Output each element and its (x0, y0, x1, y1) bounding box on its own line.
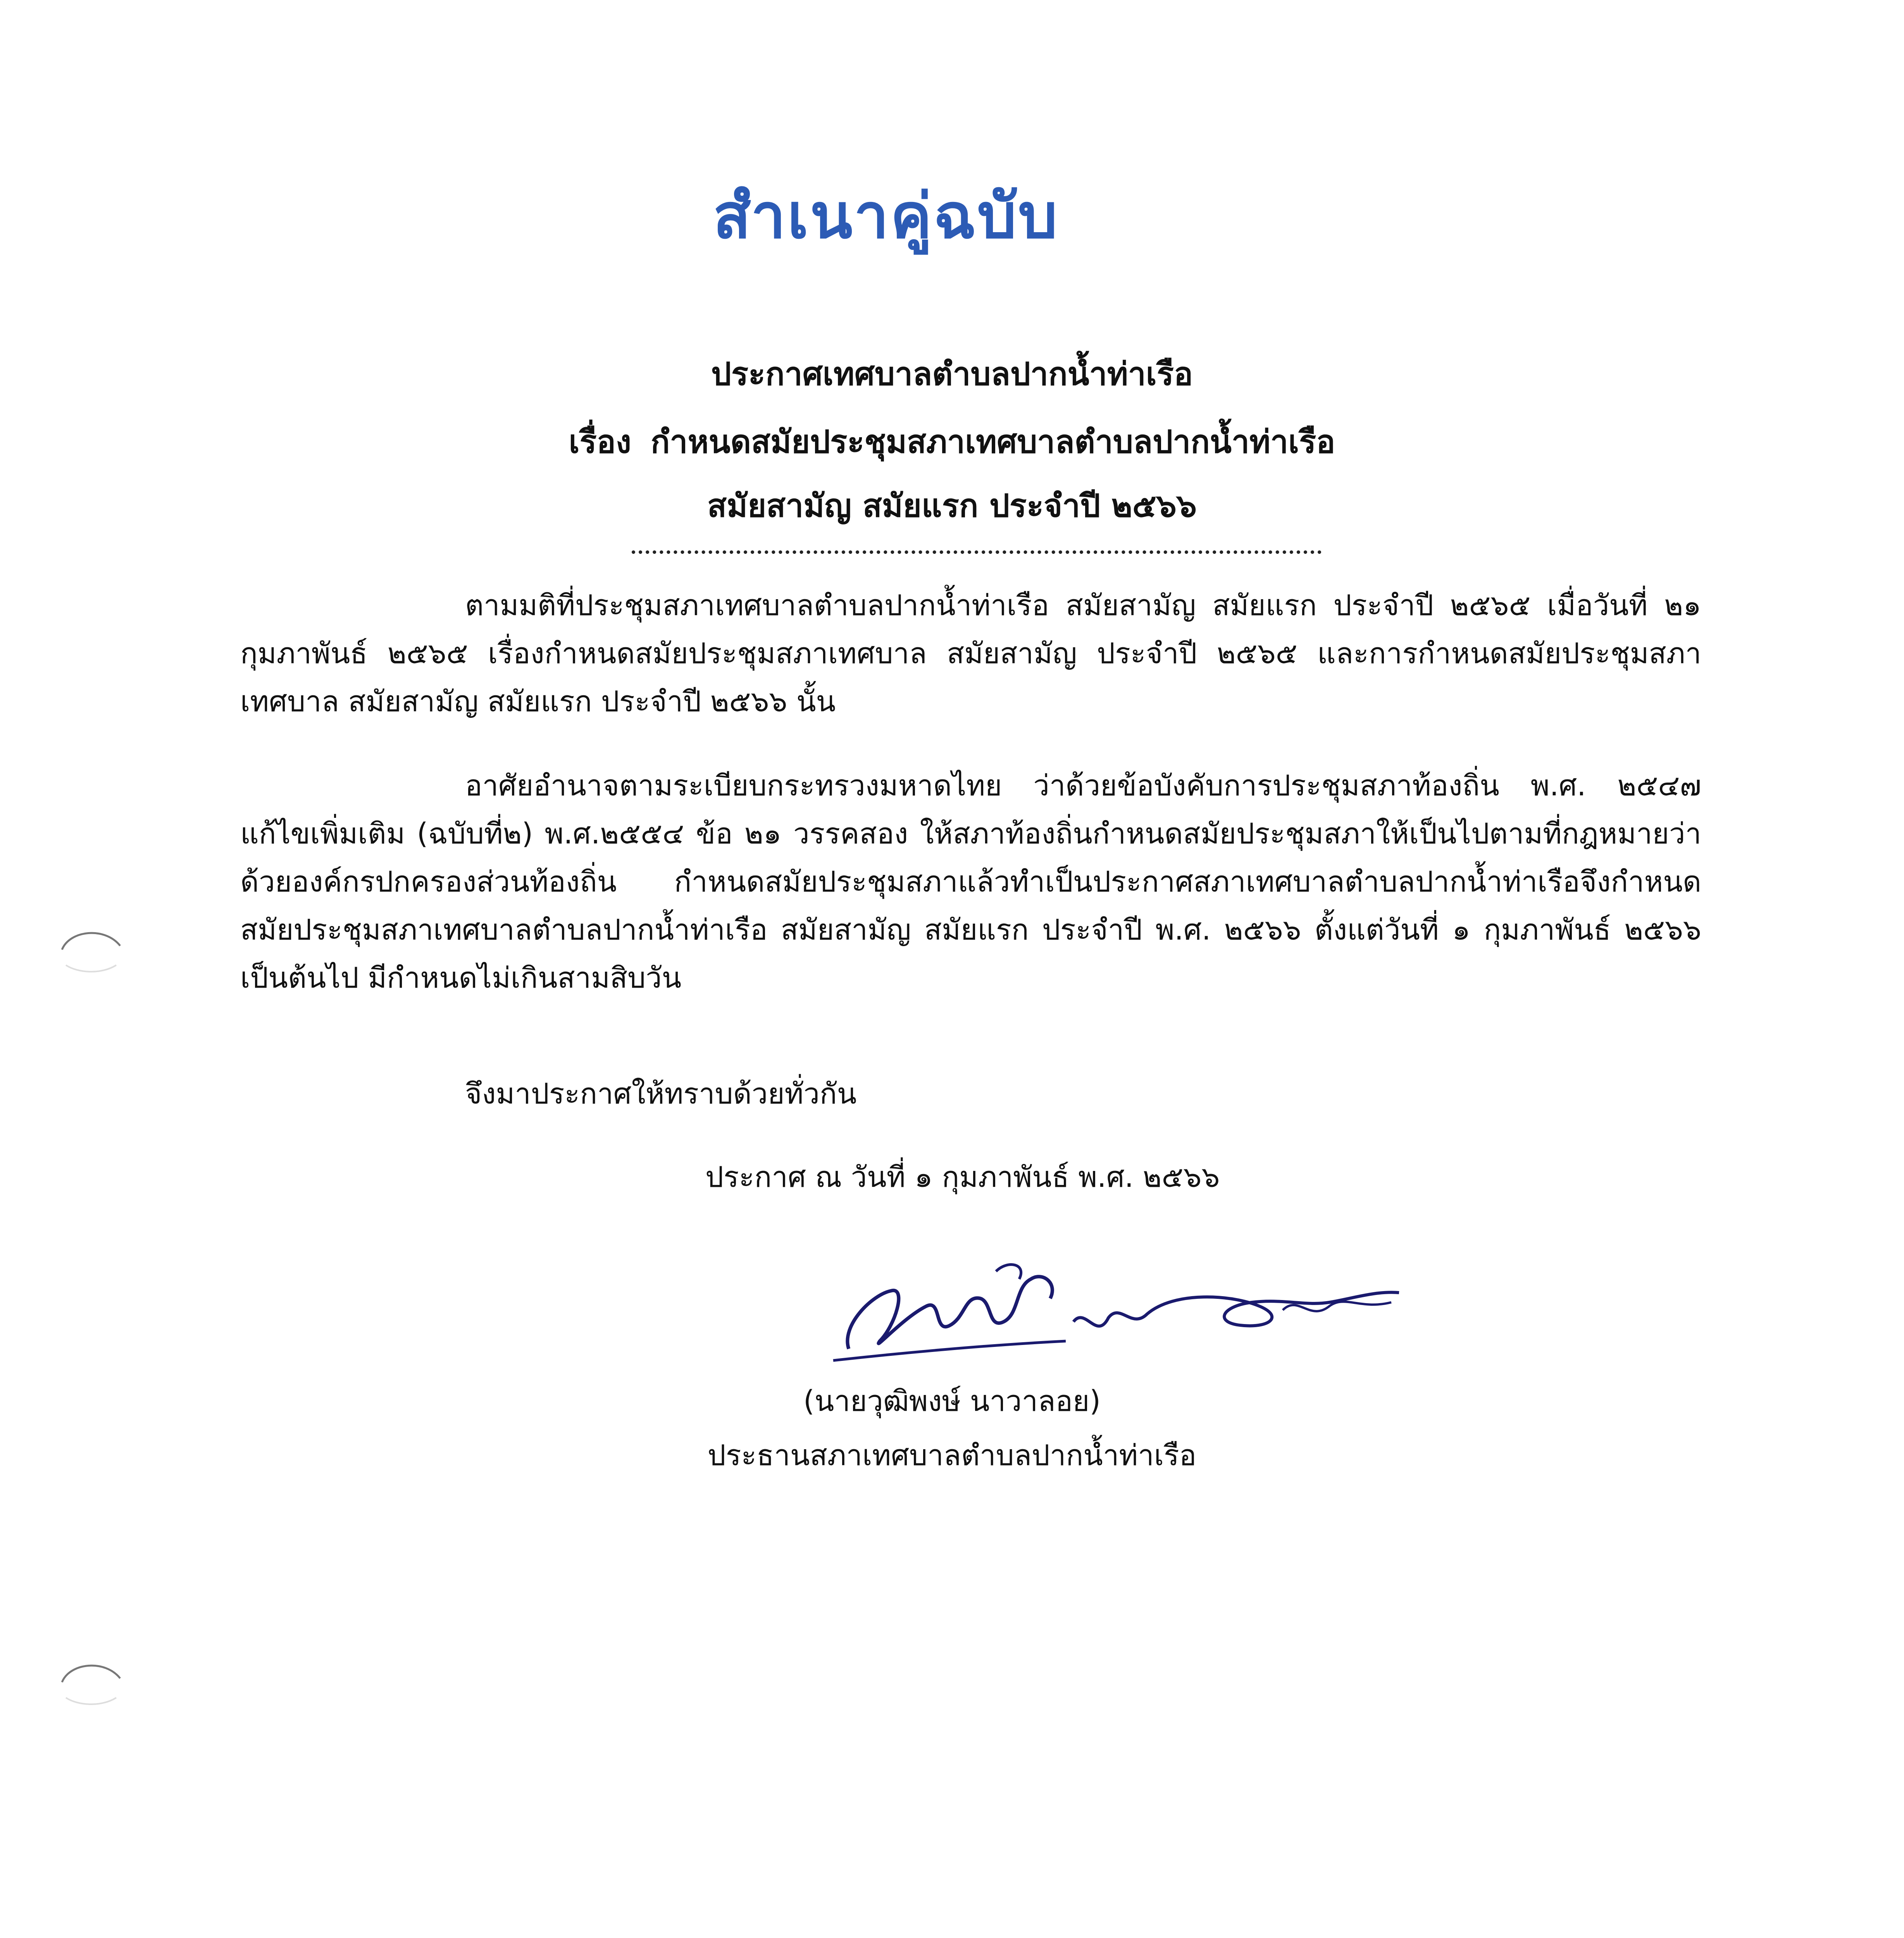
session-line: สมัยสามัญ สมัยแรก ประจำปี ๒๕๖๖ (707, 488, 1197, 524)
subject-line (0, 417, 1904, 467)
subject-label: เรื่อง (569, 424, 631, 460)
body-paragraph-1 (240, 581, 1701, 726)
announcement-date: ประกาศ ณ วันที่ ๑ กุมภาพันธ์ พ.ศ. ๒๕๖๖ (705, 1160, 1220, 1194)
subject-text: กำหนดสมัยประชุมสภาเทศบาลตำบลปากน้ำท่าเรือ (650, 424, 1335, 460)
signer-name: (นายวุฒิพงษ์ นาวาลอย) (803, 1385, 1101, 1418)
paragraph-2-text: อาศัยอำนาจตามระเบียบกระทรวงมหาดไทย ว่าด้วยข้อบังคับการประชุมสภาท้องถิ่น พ.ศ. ๒๕๔๗ แก้ไขเพิ่มเติม (ฉบับที่๒) พ.ศ.๒๕๕๔ ข้อ ๒๑ วรรคสอง ให้สภาท้องถิ่นกำหนดสมัยประชุมสภาให้เป็นไปตามที่กฎหมายว่าด้วยองค์กรปกครองส่วนท้องถิ่น กำหนดสมัยประชุมสภาแล้วทำเป็นประกาศสภาเทศบาลตำบลปากน้ำท่าเรือจึงกำหนดสมัยประชุมสภาเทศบาลตำบลปากน้ำท่าเรือ สมัยสามัญ สมัยแรก ประจำปี พ.ศ. ๒๕๖๖ ตั้งแต่วันที่ ๑ กุมภาพันธ์ ๒๕๖๖ เป็นต้นไป มีกำหนดไม่เกินสามสิบวัน (240, 769, 1701, 995)
punch-hole-mark-top (58, 922, 124, 981)
copy-stamp-title: สำเนาคู่ฉบับ (713, 179, 1059, 252)
dotted-separator (632, 550, 1322, 554)
punch-hole-mark-bottom (58, 1655, 124, 1713)
paragraph-1-text: ตามมติที่ประชุมสภาเทศบาลตำบลปากน้ำท่าเรือ สมัยสามัญ สมัยแรก ประจำปี ๒๕๖๕ เมื่อวันที่ ๒๑ กุมภาพันธ์ ๒๕๖๕ เรื่องกำหนดสมัยประชุมสภาเทศบาล สมัยสามัญ ประจำปี ๒๕๖๕ และการกำหนดสมัยประชุมสภาเทศบาล สมัยสามัญ สมัยแรก ประจำปี ๒๕๖๖ นั้น (240, 589, 1701, 718)
body-paragraph-2 (240, 762, 1701, 1002)
chairman-signature (825, 1248, 1453, 1372)
announcement-heading: ประกาศเทศบาลตำบลปากน้ำท่าเรือ (711, 356, 1193, 393)
signer-position: ประธานสภาเทศบาลตำบลปากน้ำท่าเรือ (707, 1439, 1197, 1472)
closing-statement: จึงมาประกาศให้ทราบด้วยทั่วกัน (465, 1077, 857, 1110)
